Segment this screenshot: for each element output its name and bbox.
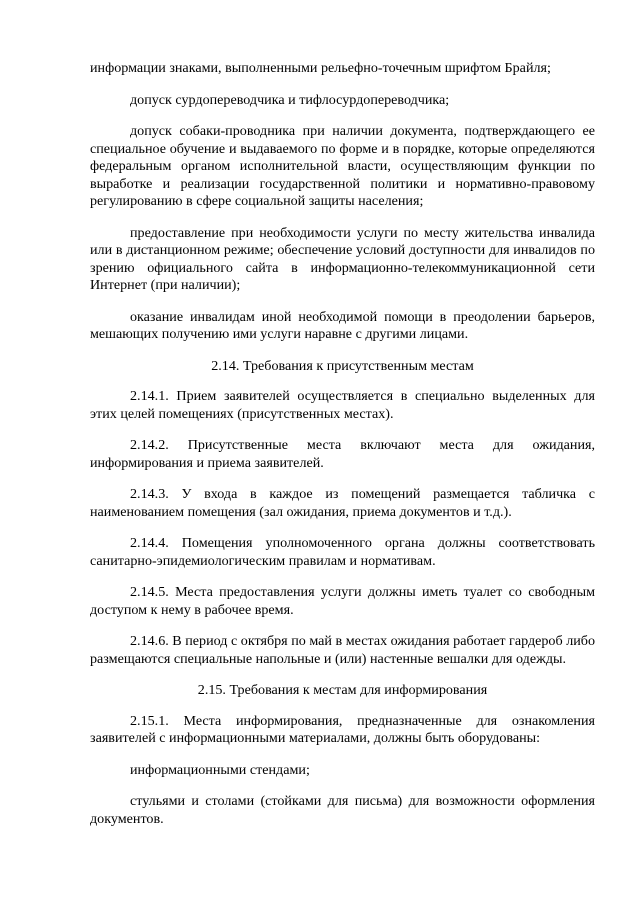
paragraph-remote-service: предоставление при необходимости услуги по месту жительства инвалида или в дистанционном режиме; обеспечение условий доступности для инвалидов по зрению официального сайта в информационно-телекоммуникационной сети Интернет (при наличии); — [90, 224, 595, 293]
document-body — [90, 60, 595, 842]
paragraph-chairs-tables: стульями и столами (стойками для письма) для возможности оформления документов. — [90, 793, 595, 827]
paragraph-2-14-5: 2.14.5. Места предоставления услуги должны иметь туалет со свободным доступом к нему в рабочее время. — [90, 584, 595, 618]
paragraph-other-help: оказание инвалидам иной необходимой помощи в преодолении барьеров, мешающих получению ими услуги наравне с другими лицами. — [90, 308, 595, 342]
section-heading-2-15: 2.15. Требования к местам для информирования — [197, 682, 488, 698]
paragraph-2-14-1: 2.14.1. Прием заявителей осуществляется в специально выделенных для этих целей помещениях (присутственных местах). — [90, 388, 595, 422]
paragraph-2-14-3: 2.14.3. У входа в каждое из помещений размещается табличка с наименованием помещения (зал ожидания, приема документов и т.д.). — [90, 486, 595, 520]
paragraph-2-14-4: 2.14.4. Помещения уполномоченного органа должны соответствовать санитарно-эпидемиологическим правилам и нормативам. — [90, 535, 595, 569]
section-heading-2-14: 2.14. Требования к присутственным местам — [211, 357, 474, 374]
paragraph-info-stands: информационными стендами; — [130, 761, 310, 778]
paragraph-2-15-1: 2.15.1. Места информирования, предназначенные для ознакомления заявителей с информационными материалами, должны быть оборудованы: — [90, 712, 595, 746]
paragraph-2-14-6: 2.14.6. В период с октября по май в местах ожидания работает гардероб либо размещаются специальные напольные и (или) настенные вешалки для одежды. — [90, 633, 595, 667]
paragraph-braille: информации знаками, выполненными рельефно-точечным шрифтом Брайля; — [90, 60, 551, 76]
paragraph-guide-dog: допуск собаки-проводника при наличии документа, подтверждающего ее специальное обучение и выдаваемого по форме и в порядке, которые определяются федеральным органом исполнительной власти, осуществляющим функции по выработке и реализации государственной политики и нормативно-правовому регулированию в сфере социальной защиты населения; — [90, 123, 595, 209]
paragraph-2-14-2: 2.14.2. Присутственные места включают места для ожидания, информирования и приема заявителей. — [90, 437, 595, 471]
paragraph-interpreter: допуск сурдопереводчика и тифлосурдопереводчика; — [130, 91, 450, 108]
